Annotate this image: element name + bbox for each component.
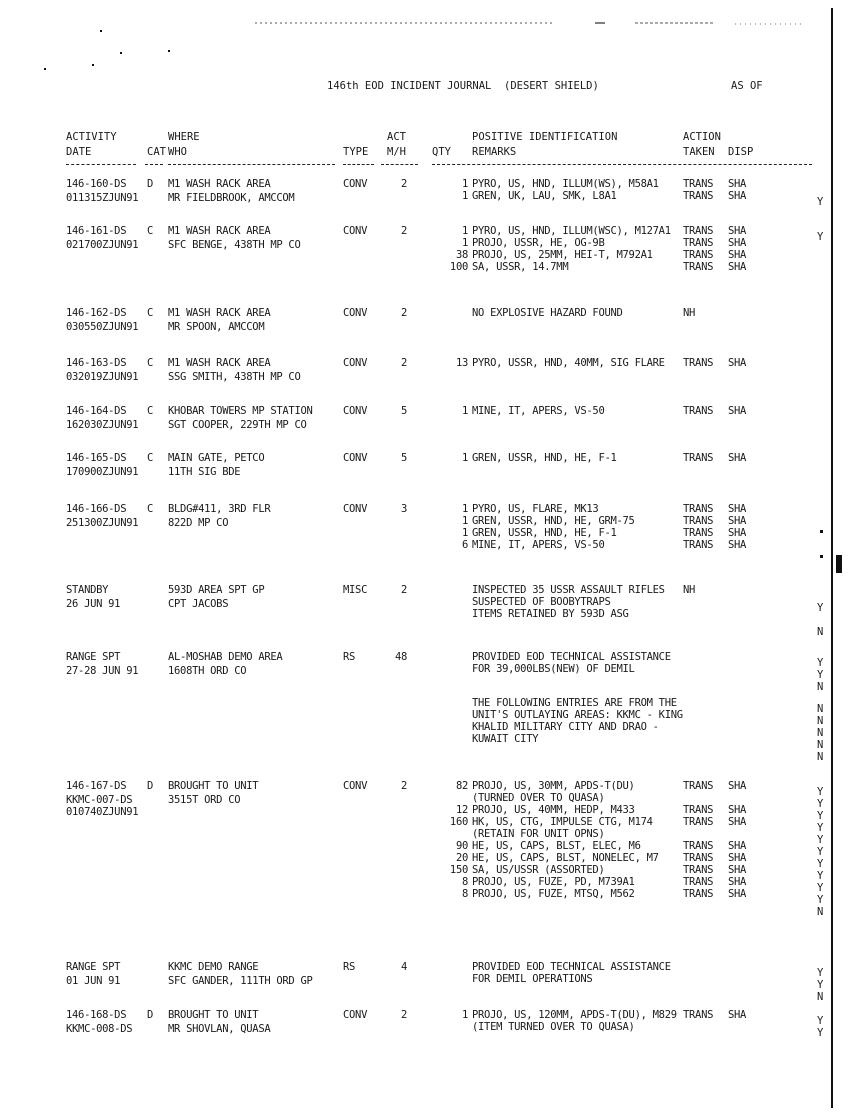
item-qty: 1 bbox=[461, 225, 468, 237]
entry-act-mh: 2 bbox=[400, 1009, 407, 1021]
item-qty: 100 bbox=[449, 261, 468, 273]
item-qty: 1 bbox=[461, 237, 468, 249]
item-action-taken: TRANS bbox=[683, 190, 714, 202]
item-action-taken: TRANS bbox=[683, 539, 714, 551]
item-disp: SHA bbox=[728, 178, 747, 190]
entry-type: CONV bbox=[343, 178, 368, 190]
entry-activity-line: 011315ZJUN91 bbox=[66, 192, 139, 204]
item-qty: 160 bbox=[449, 816, 468, 828]
entry-who: CPT JACOBS bbox=[168, 598, 229, 610]
entry-type: RS bbox=[343, 961, 356, 973]
item-disp: SHA bbox=[728, 780, 747, 792]
entry-who: 11TH SIG BDE bbox=[168, 466, 241, 478]
margin-mark: Y bbox=[817, 657, 824, 669]
item-remarks: HK, US, CTG, IMPULSE CTG, M174 bbox=[472, 816, 653, 828]
item-action-taken: TRANS bbox=[683, 840, 714, 852]
margin-mark: Y bbox=[817, 798, 824, 810]
item-action-taken: TRANS bbox=[683, 225, 714, 237]
col-header-act-mh-line1: ACT bbox=[387, 131, 406, 143]
entry-activity-line: 146-166-DS bbox=[66, 503, 127, 515]
margin-mark: Y bbox=[817, 602, 824, 614]
item-remarks: PROVIDED EOD TECHNICAL ASSISTANCE bbox=[472, 961, 671, 973]
entry-act-mh: 2 bbox=[400, 307, 407, 319]
item-disp: SHA bbox=[728, 876, 747, 888]
item-disp: SHA bbox=[728, 237, 747, 249]
col-header-action-taken-line1: ACTION bbox=[683, 131, 721, 143]
item-qty: 1 bbox=[461, 452, 468, 464]
entry-where: AL-MOSHAB DEMO AREA bbox=[168, 651, 283, 663]
margin-mark: Y bbox=[817, 196, 824, 208]
entry-cat: C bbox=[147, 503, 154, 515]
margin-mark: Y bbox=[817, 882, 824, 894]
entry-activity-line: 251300ZJUN91 bbox=[66, 517, 139, 529]
col-header-disp-line2: DISP bbox=[728, 146, 754, 158]
item-action-taken: NH bbox=[683, 584, 696, 596]
margin-mark: N bbox=[817, 626, 824, 638]
entry-who: 1608TH ORD CO bbox=[168, 665, 247, 677]
col-header-activity-date-line1: ACTIVITY bbox=[66, 131, 117, 143]
item-disp: SHA bbox=[728, 357, 747, 369]
entry-where: KKMC DEMO RANGE bbox=[168, 961, 259, 973]
entry-type: RS bbox=[343, 651, 356, 663]
as-of-label: AS OF bbox=[731, 80, 763, 92]
item-remarks: HE, US, CAPS, BLST, ELEC, M6 bbox=[472, 840, 641, 852]
item-remarks: MINE, IT, APERS, VS-50 bbox=[472, 539, 605, 551]
item-remarks: PROJO, US, 30MM, APDS-T(DU) bbox=[472, 780, 635, 792]
item-qty: 1 bbox=[461, 190, 468, 202]
item-remarks: GREN, USSR, HND, HE, F-1 bbox=[472, 452, 617, 464]
item-remarks: SUSPECTED OF BOOBYTRAPS bbox=[472, 596, 611, 608]
entry-type: MISC bbox=[343, 584, 368, 596]
item-qty: 20 bbox=[455, 852, 468, 864]
item-disp: SHA bbox=[728, 190, 747, 202]
col-header-type-line2: TYPE bbox=[343, 146, 369, 158]
entry-where: BROUGHT TO UNIT bbox=[168, 1009, 259, 1021]
scan-speck bbox=[836, 555, 842, 573]
item-qty: 1 bbox=[461, 503, 468, 515]
margin-mark: Y bbox=[817, 786, 824, 798]
item-action-taken: TRANS bbox=[683, 1009, 714, 1021]
item-action-taken: TRANS bbox=[683, 237, 714, 249]
item-qty: 6 bbox=[461, 539, 468, 551]
item-remarks: (RETAIN FOR UNIT OPNS) bbox=[472, 828, 605, 840]
col-header-remarks-line2: REMARKS bbox=[472, 146, 517, 158]
margin-mark: Y bbox=[817, 894, 824, 906]
entry-type: CONV bbox=[343, 307, 368, 319]
item-action-taken: TRANS bbox=[683, 816, 714, 828]
item-remarks: PROJO, US, 120MM, APDS-T(DU), M829 bbox=[472, 1009, 677, 1021]
item-remarks: PROVIDED EOD TECHNICAL ASSISTANCE bbox=[472, 651, 671, 663]
entry-type: CONV bbox=[343, 405, 368, 417]
item-qty: 8 bbox=[461, 888, 468, 900]
item-disp: SHA bbox=[728, 249, 747, 261]
item-disp: SHA bbox=[728, 539, 747, 551]
entry-activity-line: 030550ZJUN91 bbox=[66, 321, 139, 333]
margin-mark: N bbox=[817, 739, 824, 751]
item-disp: SHA bbox=[728, 527, 747, 539]
scan-speck bbox=[820, 530, 823, 533]
entry-type: CONV bbox=[343, 503, 368, 515]
item-disp: SHA bbox=[728, 864, 747, 876]
item-remarks: PYRO, US, HND, ILLUM(WSC), M127A1 bbox=[472, 225, 671, 237]
item-remarks: (TURNED OVER TO QUASA) bbox=[472, 792, 605, 804]
item-remarks: THE FOLLOWING ENTRIES ARE FROM THE bbox=[472, 697, 677, 709]
entry-act-mh: 2 bbox=[400, 357, 407, 369]
col-header-remarks-line1: POSITIVE IDENTIFICATION bbox=[472, 131, 618, 143]
entry-type: CONV bbox=[343, 452, 368, 464]
item-action-taken: TRANS bbox=[683, 876, 714, 888]
scan-speck bbox=[120, 52, 122, 54]
header-rule-segment bbox=[66, 164, 136, 165]
scan-speck bbox=[168, 50, 170, 52]
item-qty: 1 bbox=[461, 515, 468, 527]
item-action-taken: TRANS bbox=[683, 503, 714, 515]
header-rule-segment bbox=[168, 164, 335, 165]
entry-activity-line: 146-160-DS bbox=[66, 178, 127, 190]
entry-activity-line: 146-161-DS bbox=[66, 225, 127, 237]
scan-speck bbox=[92, 64, 94, 66]
margin-mark: Y bbox=[817, 1027, 824, 1039]
col-header-qty-line2: QTY bbox=[432, 146, 451, 158]
item-remarks: PROJO, US, 25MM, HEI-T, M792A1 bbox=[472, 249, 653, 261]
entry-activity-line: 146-162-DS bbox=[66, 307, 127, 319]
margin-mark: N bbox=[817, 991, 824, 1003]
margin-mark: N bbox=[817, 727, 824, 739]
item-qty: 90 bbox=[455, 840, 468, 852]
item-action-taken: TRANS bbox=[683, 452, 714, 464]
item-qty: 8 bbox=[461, 876, 468, 888]
entry-act-mh: 3 bbox=[400, 503, 407, 515]
entry-act-mh: 2 bbox=[400, 584, 407, 596]
col-header-act-mh-line2: M/H bbox=[387, 146, 406, 158]
scan-noise bbox=[255, 12, 815, 20]
item-action-taken: TRANS bbox=[683, 405, 714, 417]
item-remarks: (ITEM TURNED OVER TO QUASA) bbox=[472, 1021, 635, 1033]
item-remarks: GREN, UK, LAU, SMK, L8A1 bbox=[472, 190, 617, 202]
item-action-taken: TRANS bbox=[683, 261, 714, 273]
entry-cat: C bbox=[147, 405, 154, 417]
item-qty: 150 bbox=[449, 864, 468, 876]
item-remarks: PROJO, USSR, HE, OG-9B bbox=[472, 237, 605, 249]
entry-who: SFC GANDER, 111TH ORD GP bbox=[168, 975, 313, 987]
item-action-taken: TRANS bbox=[683, 804, 714, 816]
margin-mark: N bbox=[817, 681, 824, 693]
item-qty: 1 bbox=[461, 178, 468, 190]
entry-act-mh: 2 bbox=[400, 780, 407, 792]
entry-activity-line: RANGE SPT bbox=[66, 651, 121, 663]
item-remarks: PROJO, US, FUZE, MTSQ, M562 bbox=[472, 888, 635, 900]
scan-speck bbox=[820, 555, 823, 558]
margin-mark: Y bbox=[817, 834, 824, 846]
entry-activity-line: 146-164-DS bbox=[66, 405, 127, 417]
entry-where: 593D AREA SPT GP bbox=[168, 584, 265, 596]
item-disp: SHA bbox=[728, 261, 747, 273]
entry-where: M1 WASH RACK AREA bbox=[168, 357, 271, 369]
entry-where: KHOBAR TOWERS MP STATION bbox=[168, 405, 313, 417]
entry-activity-line: 010740ZJUN91 bbox=[66, 806, 139, 818]
item-qty: 82 bbox=[455, 780, 468, 792]
item-action-taken: TRANS bbox=[683, 527, 714, 539]
entry-type: CONV bbox=[343, 225, 368, 237]
margin-mark: N bbox=[817, 751, 824, 763]
entry-activity-line: 146-168-DS bbox=[66, 1009, 127, 1021]
item-action-taken: TRANS bbox=[683, 888, 714, 900]
margin-mark: Y bbox=[817, 1015, 824, 1027]
margin-mark: N bbox=[817, 715, 824, 727]
item-remarks: PYRO, US, FLARE, MK13 bbox=[472, 503, 599, 515]
entry-who: 822D MP CO bbox=[168, 517, 229, 529]
entry-cat: D bbox=[147, 780, 154, 792]
header-rule-segment bbox=[145, 164, 163, 165]
item-remarks: UNIT'S OUTLAYING AREAS: KKMC - KING bbox=[472, 709, 683, 721]
page-edge bbox=[831, 8, 833, 1108]
entry-type: CONV bbox=[343, 1009, 368, 1021]
entry-where: M1 WASH RACK AREA bbox=[168, 225, 271, 237]
entry-act-mh: 2 bbox=[400, 178, 407, 190]
item-disp: SHA bbox=[728, 503, 747, 515]
entry-activity-line: 27-28 JUN 91 bbox=[66, 665, 139, 677]
item-disp: SHA bbox=[728, 852, 747, 864]
entry-cat: C bbox=[147, 307, 154, 319]
item-action-taken: TRANS bbox=[683, 864, 714, 876]
margin-mark: Y bbox=[817, 870, 824, 882]
item-remarks: PROJO, US, FUZE, PD, M739A1 bbox=[472, 876, 635, 888]
item-qty: 1 bbox=[461, 1009, 468, 1021]
entry-activity-line: 146-165-DS bbox=[66, 452, 127, 464]
item-remarks: GREN, USSR, HND, HE, F-1 bbox=[472, 527, 617, 539]
margin-mark: Y bbox=[817, 810, 824, 822]
entry-activity-line: 26 JUN 91 bbox=[66, 598, 121, 610]
scan-speck bbox=[100, 30, 102, 32]
entry-activity-line: STANDBY bbox=[66, 584, 109, 596]
entry-activity-line: 021700ZJUN91 bbox=[66, 239, 139, 251]
item-qty: 13 bbox=[455, 357, 468, 369]
entry-cat: C bbox=[147, 225, 154, 237]
item-remarks: SA, USSR, 14.7MM bbox=[472, 261, 569, 273]
item-remarks: KUWAIT CITY bbox=[472, 733, 539, 745]
col-header-action-taken-line2: TAKEN bbox=[683, 146, 715, 158]
header-rule-segment bbox=[381, 164, 418, 165]
item-qty: 1 bbox=[461, 405, 468, 417]
entry-who: SFC BENGE, 438TH MP CO bbox=[168, 239, 301, 251]
entry-act-mh: 48 bbox=[394, 651, 407, 663]
entry-activity-line: 170900ZJUN91 bbox=[66, 466, 139, 478]
item-remarks: GREN, USSR, HND, HE, GRM-75 bbox=[472, 515, 635, 527]
item-remarks: FOR 39,000LBS(NEW) OF DEMIL bbox=[472, 663, 635, 675]
margin-mark: Y bbox=[817, 846, 824, 858]
entry-act-mh: 5 bbox=[400, 405, 407, 417]
entry-who: SGT COOPER, 229TH MP CO bbox=[168, 419, 307, 431]
col-header-cat-line2: CAT bbox=[147, 146, 166, 158]
item-disp: SHA bbox=[728, 840, 747, 852]
entry-where: BLDG#411, 3RD FLR bbox=[168, 503, 271, 515]
item-disp: SHA bbox=[728, 225, 747, 237]
entry-activity-line: 032019ZJUN91 bbox=[66, 371, 139, 383]
entry-who: SSG SMITH, 438TH MP CO bbox=[168, 371, 301, 383]
entry-who: MR SPOON, AMCCOM bbox=[168, 321, 265, 333]
item-action-taken: TRANS bbox=[683, 178, 714, 190]
item-disp: SHA bbox=[728, 1009, 747, 1021]
entry-act-mh: 4 bbox=[400, 961, 407, 973]
entry-activity-line: KKMC-007-DS bbox=[66, 794, 133, 806]
header-rule-segment bbox=[343, 164, 374, 165]
entry-activity-line: 146-163-DS bbox=[66, 357, 127, 369]
margin-mark: Y bbox=[817, 967, 824, 979]
item-remarks: KHALID MILITARY CITY AND DRAO - bbox=[472, 721, 659, 733]
item-qty: 38 bbox=[455, 249, 468, 261]
item-action-taken: NH bbox=[683, 307, 696, 319]
entry-act-mh: 5 bbox=[400, 452, 407, 464]
entry-cat: C bbox=[147, 452, 154, 464]
item-disp: SHA bbox=[728, 515, 747, 527]
col-header-where-who-line2: WHO bbox=[168, 146, 187, 158]
item-remarks: PYRO, USSR, HND, 40MM, SIG FLARE bbox=[472, 357, 665, 369]
entry-cat: D bbox=[147, 1009, 154, 1021]
item-disp: SHA bbox=[728, 888, 747, 900]
margin-mark: Y bbox=[817, 822, 824, 834]
entry-activity-line: KKMC-008-DS bbox=[66, 1023, 133, 1035]
item-disp: SHA bbox=[728, 452, 747, 464]
margin-mark: Y bbox=[817, 669, 824, 681]
entry-cat: D bbox=[147, 178, 154, 190]
entry-where: M1 WASH RACK AREA bbox=[168, 178, 271, 190]
item-action-taken: TRANS bbox=[683, 780, 714, 792]
margin-mark: Y bbox=[817, 979, 824, 991]
margin-mark: Y bbox=[817, 231, 824, 243]
entry-act-mh: 2 bbox=[400, 225, 407, 237]
item-action-taken: TRANS bbox=[683, 852, 714, 864]
item-action-taken: TRANS bbox=[683, 515, 714, 527]
entry-who: MR SHOVLAN, QUASA bbox=[168, 1023, 271, 1035]
entry-type: CONV bbox=[343, 780, 368, 792]
item-remarks: NO EXPLOSIVE HAZARD FOUND bbox=[472, 307, 623, 319]
margin-mark: N bbox=[817, 906, 824, 918]
item-remarks: FOR DEMIL OPERATIONS bbox=[472, 973, 593, 985]
item-remarks: ITEMS RETAINED BY 593D ASG bbox=[472, 608, 629, 620]
entry-activity-line: RANGE SPT bbox=[66, 961, 121, 973]
entry-activity-line: 162030ZJUN91 bbox=[66, 419, 139, 431]
item-qty: 1 bbox=[461, 527, 468, 539]
item-remarks: SA, US/USSR (ASSORTED) bbox=[472, 864, 605, 876]
scan-speck bbox=[44, 68, 46, 70]
item-remarks: PYRO, US, HND, ILLUM(WS), M58A1 bbox=[472, 178, 659, 190]
entry-where: MAIN GATE, PETCO bbox=[168, 452, 265, 464]
header-rule-segment bbox=[432, 164, 812, 165]
entry-cat: C bbox=[147, 357, 154, 369]
item-remarks: INSPECTED 35 USSR ASSAULT RIFLES bbox=[472, 584, 665, 596]
entry-activity-line: 01 JUN 91 bbox=[66, 975, 121, 987]
entry-where: M1 WASH RACK AREA bbox=[168, 307, 271, 319]
item-qty: 12 bbox=[455, 804, 468, 816]
entry-who: 3515T ORD CO bbox=[168, 794, 241, 806]
journal-title: 146th EOD INCIDENT JOURNAL (DESERT SHIELD) bbox=[327, 80, 599, 92]
item-remarks: HE, US, CAPS, BLST, NONELEC, M7 bbox=[472, 852, 659, 864]
item-action-taken: TRANS bbox=[683, 249, 714, 261]
item-disp: SHA bbox=[728, 816, 747, 828]
entry-who: MR FIELDBROOK, AMCCOM bbox=[168, 192, 295, 204]
item-remarks: PROJO, US, 40MM, HEDP, M433 bbox=[472, 804, 635, 816]
col-header-activity-date-line2: DATE bbox=[66, 146, 92, 158]
col-header-where-who-line1: WHERE bbox=[168, 131, 200, 143]
entry-type: CONV bbox=[343, 357, 368, 369]
entry-where: BROUGHT TO UNIT bbox=[168, 780, 259, 792]
margin-mark: N bbox=[817, 703, 824, 715]
scan-noise-marks bbox=[255, 19, 815, 27]
item-action-taken: TRANS bbox=[683, 357, 714, 369]
margin-mark: Y bbox=[817, 858, 824, 870]
item-disp: SHA bbox=[728, 804, 747, 816]
item-disp: SHA bbox=[728, 405, 747, 417]
entry-activity-line: 146-167-DS bbox=[66, 780, 127, 792]
item-remarks: MINE, IT, APERS, VS-50 bbox=[472, 405, 605, 417]
